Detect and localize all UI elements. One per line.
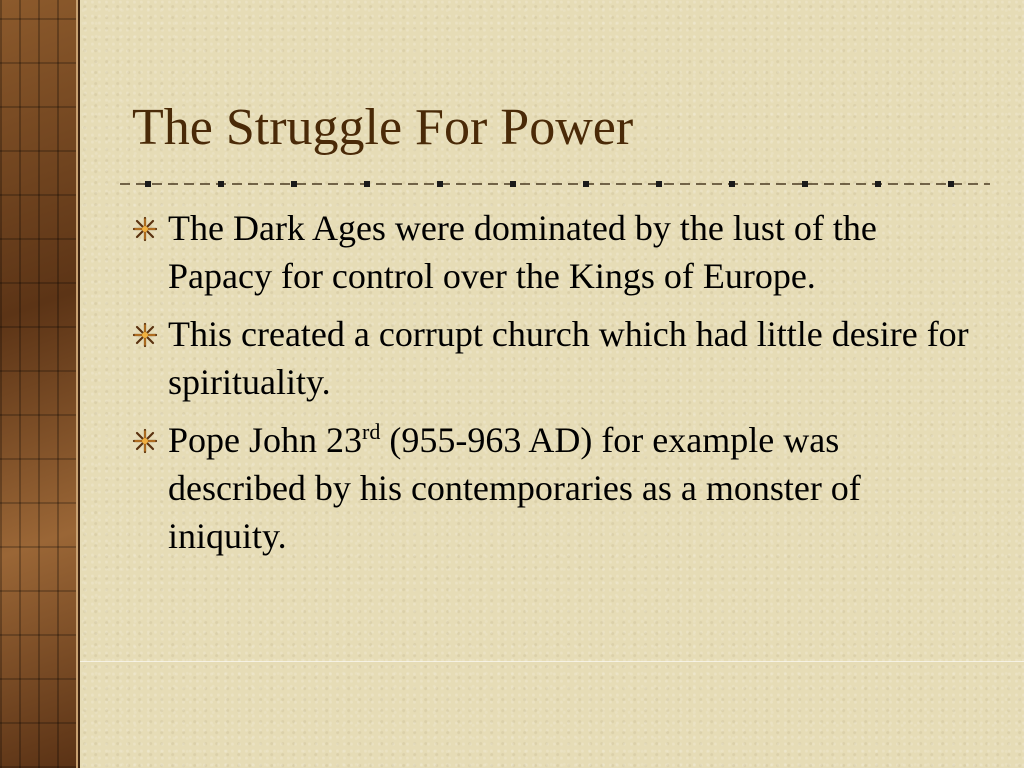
bullet-text-start: Pope John 23	[168, 420, 363, 460]
dash-dot-divider-icon	[120, 177, 990, 191]
decorative-side-strip	[0, 0, 80, 768]
bullet-list	[132, 204, 972, 570]
bullet-text: The Dark Ages were dominated by the lust of the Papacy for control over the Kings of Europe.	[168, 208, 877, 296]
list-item	[132, 416, 972, 560]
bullet-text-end: (955-963 AD) for example was described by his contemporaries as a monster of iniquity.	[168, 420, 861, 556]
starburst-icon	[132, 428, 158, 454]
bullet-text: This created a corrupt church which had little desire for spirituality.	[168, 314, 969, 402]
starburst-icon	[132, 216, 158, 242]
list-item	[132, 204, 972, 300]
slide-title: The Struggle For Power	[132, 99, 634, 156]
bottom-divider	[80, 661, 1024, 662]
starburst-icon	[132, 322, 158, 348]
ordinal-superscript: rd	[362, 419, 381, 444]
list-item	[132, 310, 972, 406]
